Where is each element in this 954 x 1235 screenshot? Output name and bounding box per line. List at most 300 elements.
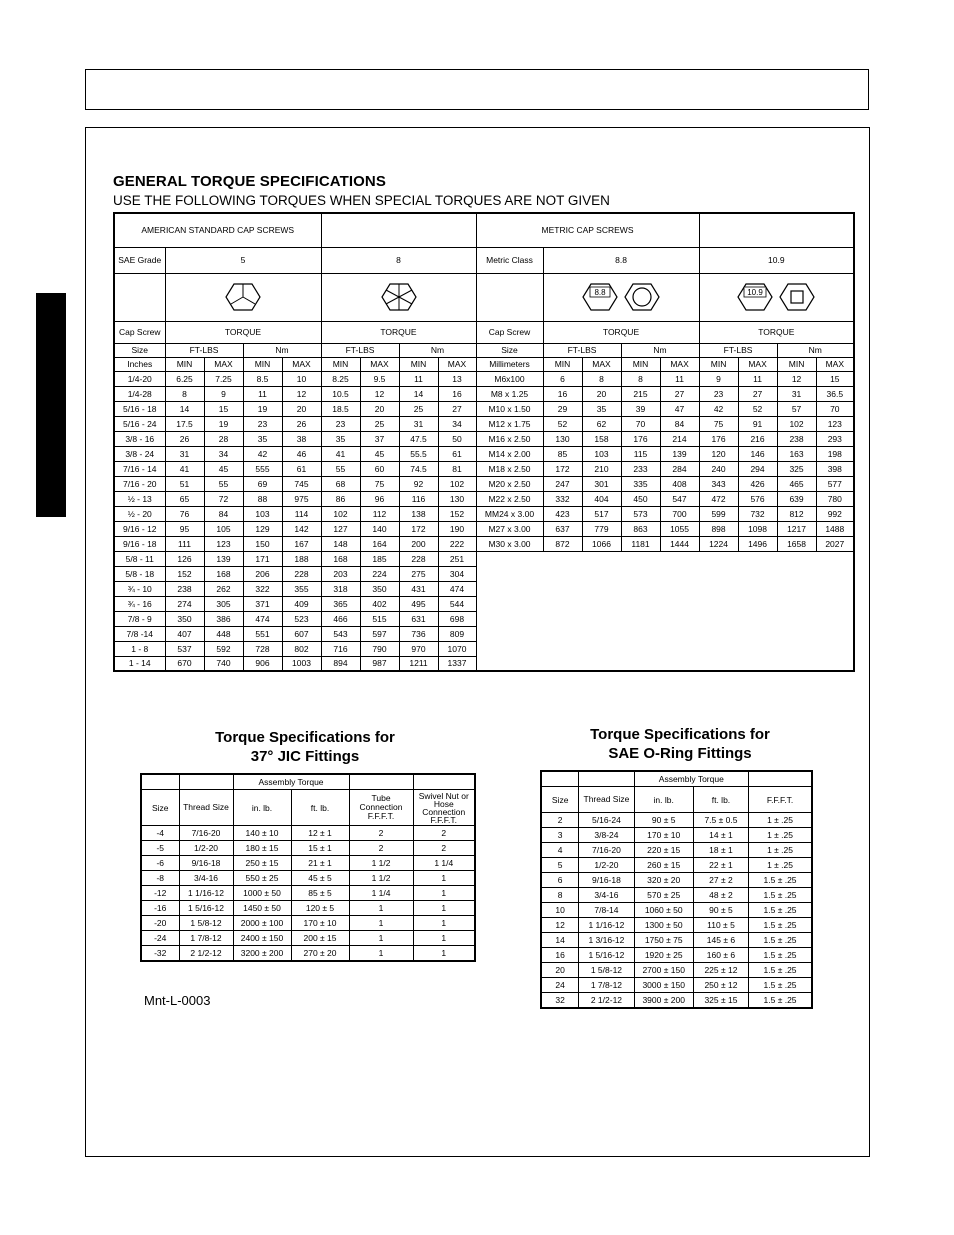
jic-in-lb-cell: 1000 ± 50 bbox=[233, 886, 291, 901]
inch-max-cell: 164 bbox=[360, 536, 399, 551]
inch-max-cell: 45 bbox=[360, 446, 399, 461]
empty-cell bbox=[179, 774, 233, 790]
inch-max-cell: 50 bbox=[438, 431, 476, 446]
metric-size-cell: M16 x 2.50 bbox=[476, 431, 543, 446]
inch-max-cell: 251 bbox=[438, 551, 476, 566]
inch-min-cell: 51 bbox=[165, 476, 204, 491]
oring-in-lb-cell: 1300 ± 50 bbox=[634, 918, 693, 933]
inch-max-cell: 7.25 bbox=[204, 371, 243, 386]
max-label: MAX bbox=[204, 357, 243, 371]
metric-max-cell: 216 bbox=[738, 431, 777, 446]
metric-min-cell: 85 bbox=[543, 446, 582, 461]
inch-min-cell: 126 bbox=[165, 551, 204, 566]
metric-min-cell: 639 bbox=[777, 491, 816, 506]
inch-min-cell: 103 bbox=[243, 506, 282, 521]
max-label: MAX bbox=[582, 357, 621, 371]
inch-max-cell: 188 bbox=[282, 551, 321, 566]
document-code: Mnt-L-0003 bbox=[144, 993, 211, 1008]
oring-thread-size-cell: 9/16-18 bbox=[579, 873, 634, 888]
inch-min-cell: 86 bbox=[321, 491, 360, 506]
min-label: MIN bbox=[777, 357, 816, 371]
inch-min-cell: 172 bbox=[399, 521, 438, 536]
inch-max-cell: 12 bbox=[282, 386, 321, 401]
table-row bbox=[541, 918, 812, 933]
inch-min-cell: 150 bbox=[243, 536, 282, 551]
jic-fittings-table bbox=[140, 773, 476, 962]
oring-thread-size-cell: 3/4-16 bbox=[579, 888, 634, 903]
grade-8-marking-cell bbox=[321, 273, 476, 321]
metric-class-label: Metric Class bbox=[476, 247, 543, 273]
oring-ft-lb-cell: 22 ± 1 bbox=[693, 858, 748, 873]
metric-max-cell: 547 bbox=[660, 491, 699, 506]
oring-thread-size-cell: 1 1/16-12 bbox=[579, 918, 634, 933]
oring-in-lb-cell: 260 ± 15 bbox=[634, 858, 693, 873]
jic-title-line1: Torque Specifications for bbox=[215, 729, 395, 746]
inch-min-cell: 171 bbox=[243, 551, 282, 566]
oring-ft-lb-cell: 27 ± 2 bbox=[693, 873, 748, 888]
metric-min-cell: 57 bbox=[777, 401, 816, 416]
class-8-8-hex-icon bbox=[582, 282, 618, 312]
metric-max-cell: 47 bbox=[660, 401, 699, 416]
inch-max-cell: 448 bbox=[204, 626, 243, 641]
inch-max-cell: 46 bbox=[282, 446, 321, 461]
metric-max-cell: 210 bbox=[582, 461, 621, 476]
empty-cell bbox=[141, 774, 179, 790]
size-header: Size bbox=[141, 790, 179, 826]
inch-min-cell: 894 bbox=[321, 656, 360, 671]
table-row bbox=[541, 843, 812, 858]
swivel-nut-header: Swivel Nut or Hose Connection F.F.F.T. bbox=[413, 790, 475, 826]
table-row bbox=[114, 401, 854, 416]
metric-min-cell: 465 bbox=[777, 476, 816, 491]
table-row bbox=[141, 826, 475, 841]
inch-min-cell: 26 bbox=[165, 431, 204, 446]
inch-min-cell: 670 bbox=[165, 656, 204, 671]
metric-max-cell: 1055 bbox=[660, 521, 699, 536]
metric-max-cell: 146 bbox=[738, 446, 777, 461]
inch-min-cell: 238 bbox=[165, 581, 204, 596]
jic-size-cell: -8 bbox=[141, 871, 179, 886]
tube-connection-header: Tube Connection F.F.F.T. bbox=[349, 790, 413, 826]
table-row bbox=[114, 416, 854, 431]
inch-max-cell: 386 bbox=[204, 611, 243, 626]
empty-cell bbox=[413, 774, 475, 790]
max-label: MAX bbox=[360, 357, 399, 371]
table-row bbox=[141, 901, 475, 916]
inch-min-cell: 55.5 bbox=[399, 446, 438, 461]
inch-max-cell: 10 bbox=[282, 371, 321, 386]
inch-min-cell: 1211 bbox=[399, 656, 438, 671]
metric-min-cell: 599 bbox=[699, 506, 738, 521]
min-label: MIN bbox=[321, 357, 360, 371]
inch-min-cell: 74.5 bbox=[399, 461, 438, 476]
metric-max-cell: 1444 bbox=[660, 536, 699, 551]
table-row bbox=[114, 461, 854, 476]
inch-max-cell: 607 bbox=[282, 626, 321, 641]
inch-min-cell: 17.5 bbox=[165, 416, 204, 431]
metric-max-cell: 35 bbox=[582, 401, 621, 416]
jic-title-line2: 37° JIC Fittings bbox=[250, 748, 360, 765]
oring-size-cell: 14 bbox=[541, 933, 579, 948]
oring-ffft-cell: 1 ± .25 bbox=[749, 858, 812, 873]
jic-size-cell: -4 bbox=[141, 826, 179, 841]
ftlbs-label: FT-LBS bbox=[543, 343, 621, 357]
jic-tube-connection-cell: 1 bbox=[349, 946, 413, 962]
ftlbs-label: FT-LBS bbox=[321, 343, 399, 357]
inch-max-cell: 37 bbox=[360, 431, 399, 446]
jic-thread-size-cell: 1/2-20 bbox=[179, 841, 233, 856]
inch-max-cell: 96 bbox=[360, 491, 399, 506]
inch-max-cell: 38 bbox=[282, 431, 321, 446]
inch-min-cell: 350 bbox=[165, 611, 204, 626]
metric-min-cell: 29 bbox=[543, 401, 582, 416]
jic-swivel-nut-cell: 2 bbox=[413, 826, 475, 841]
oring-ft-lb-cell: 225 ± 12 bbox=[693, 963, 748, 978]
inch-max-cell: 592 bbox=[204, 641, 243, 656]
metric-max-cell: 284 bbox=[660, 461, 699, 476]
inch-max-cell: 305 bbox=[204, 596, 243, 611]
oring-ffft-cell: 1.5 ± .25 bbox=[749, 963, 812, 978]
min-label: MIN bbox=[621, 357, 660, 371]
metric-min-cell: 472 bbox=[699, 491, 738, 506]
nm-label: Nm bbox=[243, 343, 321, 357]
metric-min-cell: 423 bbox=[543, 506, 582, 521]
metric-size-cell: M12 x 1.75 bbox=[476, 416, 543, 431]
inch-max-cell: 139 bbox=[204, 551, 243, 566]
oring-size-cell: 20 bbox=[541, 963, 579, 978]
jic-ft-lb-cell: 12 ± 1 bbox=[291, 826, 349, 841]
inch-min-cell: 25 bbox=[399, 401, 438, 416]
inch-max-cell: 304 bbox=[438, 566, 476, 581]
inch-max-cell: 745 bbox=[282, 476, 321, 491]
inch-max-cell: 28 bbox=[204, 431, 243, 446]
table-row bbox=[114, 506, 854, 521]
inch-max-cell: 13 bbox=[438, 371, 476, 386]
jic-swivel-nut-cell: 1 bbox=[413, 931, 475, 946]
inch-min-cell: 111 bbox=[165, 536, 204, 551]
empty-cell bbox=[114, 273, 165, 321]
metric-size-cell: M30 x 3.00 bbox=[476, 536, 543, 551]
oring-in-lb-cell: 2700 ± 150 bbox=[634, 963, 693, 978]
inch-min-cell: 728 bbox=[243, 641, 282, 656]
metric-min-cell: 1658 bbox=[777, 536, 816, 551]
metric-size-cell: M8 x 1.25 bbox=[476, 386, 543, 401]
oring-thread-size-cell: 5/16-24 bbox=[579, 813, 634, 828]
metric-max-cell: 70 bbox=[816, 401, 854, 416]
inch-min-cell: 371 bbox=[243, 596, 282, 611]
inch-max-cell: 167 bbox=[282, 536, 321, 551]
inch-size-cell: 7/8 -14 bbox=[114, 626, 165, 641]
american-standard-label: AMERICAN STANDARD CAP SCREWS bbox=[114, 213, 321, 247]
inch-max-cell: 20 bbox=[360, 401, 399, 416]
assembly-torque-label: Assembly Torque bbox=[634, 771, 749, 787]
jic-swivel-nut-cell: 1 bbox=[413, 901, 475, 916]
inch-min-cell: 206 bbox=[243, 566, 282, 581]
metric-min-cell: 325 bbox=[777, 461, 816, 476]
inch-min-cell: 322 bbox=[243, 581, 282, 596]
jic-swivel-nut-cell: 1 bbox=[413, 871, 475, 886]
oring-size-cell: 5 bbox=[541, 858, 579, 873]
metric-min-cell: 450 bbox=[621, 491, 660, 506]
torque-label: TORQUE bbox=[699, 321, 854, 343]
torque-label: TORQUE bbox=[165, 321, 321, 343]
metric-min-cell: 898 bbox=[699, 521, 738, 536]
table-row bbox=[541, 813, 812, 828]
metric-max-cell: 62 bbox=[582, 416, 621, 431]
oring-thread-size-cell: 1 7/8-12 bbox=[579, 978, 634, 993]
inch-max-cell: 350 bbox=[360, 581, 399, 596]
empty-cell bbox=[579, 771, 634, 787]
jic-ft-lb-cell: 45 ± 5 bbox=[291, 871, 349, 886]
oring-ft-lb-cell: 250 ± 12 bbox=[693, 978, 748, 993]
inch-max-cell: 802 bbox=[282, 641, 321, 656]
class-8-8-icon-label: 8.8 bbox=[594, 288, 606, 297]
inch-min-cell: 14 bbox=[165, 401, 204, 416]
jic-size-cell: -20 bbox=[141, 916, 179, 931]
inch-max-cell: 9 bbox=[204, 386, 243, 401]
inch-min-cell: 8 bbox=[165, 386, 204, 401]
inch-max-cell: 16 bbox=[438, 386, 476, 401]
table-row bbox=[541, 873, 812, 888]
empty-cell bbox=[699, 213, 854, 247]
jic-size-cell: -16 bbox=[141, 901, 179, 916]
metric-min-cell: 343 bbox=[699, 476, 738, 491]
inch-min-cell: 92 bbox=[399, 476, 438, 491]
inch-size-cell: 7/16 - 14 bbox=[114, 461, 165, 476]
metric-size-cell: M20 x 2.50 bbox=[476, 476, 543, 491]
inch-min-cell: 19 bbox=[243, 401, 282, 416]
empty-cell bbox=[476, 273, 543, 321]
inch-size-cell: 7/8 - 9 bbox=[114, 611, 165, 626]
inch-max-cell: 987 bbox=[360, 656, 399, 671]
inch-size-cell: 9/16 - 18 bbox=[114, 536, 165, 551]
oring-ft-lb-cell: 325 ± 15 bbox=[693, 993, 748, 1009]
jic-thread-size-cell: 2 1/2-12 bbox=[179, 946, 233, 962]
inch-min-cell: 76 bbox=[165, 506, 204, 521]
inch-min-cell: 18.5 bbox=[321, 401, 360, 416]
inch-max-cell: 9.5 bbox=[360, 371, 399, 386]
max-label: MAX bbox=[660, 357, 699, 371]
table-row bbox=[541, 993, 812, 1009]
metric-min-cell: 23 bbox=[699, 386, 738, 401]
metric-max-cell: 36.5 bbox=[816, 386, 854, 401]
metric-min-cell: 247 bbox=[543, 476, 582, 491]
jic-size-cell: -12 bbox=[141, 886, 179, 901]
metric-max-cell: 103 bbox=[582, 446, 621, 461]
inch-min-cell: 68 bbox=[321, 476, 360, 491]
table-row bbox=[541, 978, 812, 993]
inch-size-cell: 5/8 - 11 bbox=[114, 551, 165, 566]
grade-5: 5 bbox=[165, 247, 321, 273]
metric-min-cell: 233 bbox=[621, 461, 660, 476]
jic-tube-connection-cell: 1 bbox=[349, 931, 413, 946]
metric-min-cell: 9 bbox=[699, 371, 738, 386]
inch-min-cell: 495 bbox=[399, 596, 438, 611]
inch-max-cell: 224 bbox=[360, 566, 399, 581]
max-label: MAX bbox=[438, 357, 476, 371]
table-row bbox=[141, 931, 475, 946]
metric-max-cell: 294 bbox=[738, 461, 777, 476]
jic-in-lb-cell: 550 ± 25 bbox=[233, 871, 291, 886]
jic-thread-size-cell: 1 5/16-12 bbox=[179, 901, 233, 916]
jic-thread-size-cell: 1 5/8-12 bbox=[179, 916, 233, 931]
inch-max-cell: 597 bbox=[360, 626, 399, 641]
metric-max-cell: 1488 bbox=[816, 521, 854, 536]
oring-in-lb-cell: 1920 ± 25 bbox=[634, 948, 693, 963]
table-row bbox=[541, 948, 812, 963]
inch-min-cell: 31 bbox=[399, 416, 438, 431]
table-row bbox=[541, 888, 812, 903]
metric-min-cell: 1217 bbox=[777, 521, 816, 536]
metric-max-cell: 426 bbox=[738, 476, 777, 491]
inch-max-cell: 26 bbox=[282, 416, 321, 431]
metric-min-cell: 6 bbox=[543, 371, 582, 386]
oring-in-lb-cell: 3900 ± 200 bbox=[634, 993, 693, 1009]
inch-min-cell: 41 bbox=[321, 446, 360, 461]
inch-min-cell: 431 bbox=[399, 581, 438, 596]
inch-min-cell: 551 bbox=[243, 626, 282, 641]
metric-max-cell: 576 bbox=[738, 491, 777, 506]
inch-size-cell: 3/8 - 16 bbox=[114, 431, 165, 446]
metric-max-cell: 408 bbox=[660, 476, 699, 491]
inch-min-cell: 129 bbox=[243, 521, 282, 536]
ft-lb-header: ft. lb. bbox=[693, 787, 748, 813]
table-row bbox=[114, 431, 854, 446]
cap-screw-metric-label: Cap Screw bbox=[476, 321, 543, 343]
sae-grade-label: SAE Grade bbox=[114, 247, 165, 273]
jic-swivel-nut-cell: 1 bbox=[413, 916, 475, 931]
inch-max-cell: 790 bbox=[360, 641, 399, 656]
oring-ffft-cell: 1.5 ± .25 bbox=[749, 933, 812, 948]
jic-ft-lb-cell: 200 ± 15 bbox=[291, 931, 349, 946]
inch-max-cell: 105 bbox=[204, 521, 243, 536]
jic-in-lb-cell: 2000 ± 100 bbox=[233, 916, 291, 931]
inch-size-cell: 5/16 - 24 bbox=[114, 416, 165, 431]
metric-min-cell: 238 bbox=[777, 431, 816, 446]
oring-ffft-cell: 1.5 ± .25 bbox=[749, 918, 812, 933]
jic-size-cell: -5 bbox=[141, 841, 179, 856]
inch-max-cell: 515 bbox=[360, 611, 399, 626]
metric-max-cell: 398 bbox=[816, 461, 854, 476]
table-row bbox=[141, 871, 475, 886]
inch-min-cell: 970 bbox=[399, 641, 438, 656]
metric-max-cell: 517 bbox=[582, 506, 621, 521]
inch-max-cell: 1070 bbox=[438, 641, 476, 656]
inch-max-cell: 190 bbox=[438, 521, 476, 536]
general-torque-subtitle: USE THE FOLLOWING TORQUES WHEN SPECIAL TORQUES ARE NOT GIVEN bbox=[113, 193, 610, 208]
min-label: MIN bbox=[165, 357, 204, 371]
min-label: MIN bbox=[243, 357, 282, 371]
oring-thread-size-cell: 1 5/16-12 bbox=[579, 948, 634, 963]
table-row bbox=[141, 841, 475, 856]
inch-max-cell: 402 bbox=[360, 596, 399, 611]
metric-max-cell: 84 bbox=[660, 416, 699, 431]
general-torque-table bbox=[113, 212, 855, 672]
metric-max-cell: 1496 bbox=[738, 536, 777, 551]
inch-size-cell: 1/4-28 bbox=[114, 386, 165, 401]
inch-max-cell: 34 bbox=[438, 416, 476, 431]
general-torque-title: GENERAL TORQUE SPECIFICATIONS bbox=[113, 173, 386, 190]
metric-min-cell: 52 bbox=[543, 416, 582, 431]
jic-tube-connection-cell: 2 bbox=[349, 841, 413, 856]
inch-size-cell: 1 - 8 bbox=[114, 641, 165, 656]
oring-thread-size-cell: 1/2-20 bbox=[579, 858, 634, 873]
jic-size-cell: -6 bbox=[141, 856, 179, 871]
metric-min-cell: 872 bbox=[543, 536, 582, 551]
inch-min-cell: 6.25 bbox=[165, 371, 204, 386]
jic-in-lb-cell: 250 ± 15 bbox=[233, 856, 291, 871]
jic-tube-connection-cell: 1 bbox=[349, 901, 413, 916]
metric-min-cell: 863 bbox=[621, 521, 660, 536]
metric-min-cell: 70 bbox=[621, 416, 660, 431]
table-row bbox=[141, 856, 475, 871]
inch-min-cell: 138 bbox=[399, 506, 438, 521]
metric-max-cell: 91 bbox=[738, 416, 777, 431]
table-row bbox=[541, 903, 812, 918]
inch-min-cell: 466 bbox=[321, 611, 360, 626]
inch-min-cell: 116 bbox=[399, 491, 438, 506]
inch-min-cell: 736 bbox=[399, 626, 438, 641]
min-label: MIN bbox=[399, 357, 438, 371]
inch-min-cell: 35 bbox=[243, 431, 282, 446]
inch-min-cell: 555 bbox=[243, 461, 282, 476]
metric-max-cell: 779 bbox=[582, 521, 621, 536]
table-row bbox=[114, 491, 854, 506]
min-label: MIN bbox=[543, 357, 582, 371]
inch-max-cell: 355 bbox=[282, 581, 321, 596]
in-lb-header: in. lb. bbox=[233, 790, 291, 826]
inch-size-cell: 3/8 - 24 bbox=[114, 446, 165, 461]
jic-tube-connection-cell: 1 1/4 bbox=[349, 886, 413, 901]
inch-max-cell: 15 bbox=[204, 401, 243, 416]
max-label: MAX bbox=[816, 357, 854, 371]
jic-tube-connection-cell: 1 1/2 bbox=[349, 871, 413, 886]
metric-max-cell: 992 bbox=[816, 506, 854, 521]
jic-size-cell: -32 bbox=[141, 946, 179, 962]
inch-min-cell: 11 bbox=[399, 371, 438, 386]
jic-thread-size-cell: 3/4-16 bbox=[179, 871, 233, 886]
inch-size-cell: ½ - 20 bbox=[114, 506, 165, 521]
inch-min-cell: 10.5 bbox=[321, 386, 360, 401]
inch-min-cell: 906 bbox=[243, 656, 282, 671]
oring-size-cell: 16 bbox=[541, 948, 579, 963]
inch-min-cell: 152 bbox=[165, 566, 204, 581]
oring-size-cell: 6 bbox=[541, 873, 579, 888]
metric-max-cell: 1066 bbox=[582, 536, 621, 551]
metric-size-cell: M14 x 2.00 bbox=[476, 446, 543, 461]
inch-min-cell: 41 bbox=[165, 461, 204, 476]
metric-min-cell: 1181 bbox=[621, 536, 660, 551]
grade-5-hex-icon bbox=[225, 282, 261, 312]
metric-max-cell: 20 bbox=[582, 386, 621, 401]
class-10-9-marking-cell bbox=[699, 273, 854, 321]
metric-min-cell: 172 bbox=[543, 461, 582, 476]
table-row bbox=[114, 521, 854, 536]
oring-title bbox=[560, 725, 800, 763]
nm-label: Nm bbox=[399, 343, 476, 357]
oring-fittings-table bbox=[540, 770, 813, 1009]
metric-max-cell: 123 bbox=[816, 416, 854, 431]
metric-size-cell: M6x100 bbox=[476, 371, 543, 386]
jic-thread-size-cell: 7/16-20 bbox=[179, 826, 233, 841]
metric-min-cell: 1224 bbox=[699, 536, 738, 551]
inch-min-cell: 8.25 bbox=[321, 371, 360, 386]
inch-size-cell: 5/8 - 18 bbox=[114, 566, 165, 581]
inch-size-cell: 1 - 14 bbox=[114, 656, 165, 671]
metric-size-cell: M10 x 1.50 bbox=[476, 401, 543, 416]
inch-max-cell: 409 bbox=[282, 596, 321, 611]
inch-min-cell: 275 bbox=[399, 566, 438, 581]
